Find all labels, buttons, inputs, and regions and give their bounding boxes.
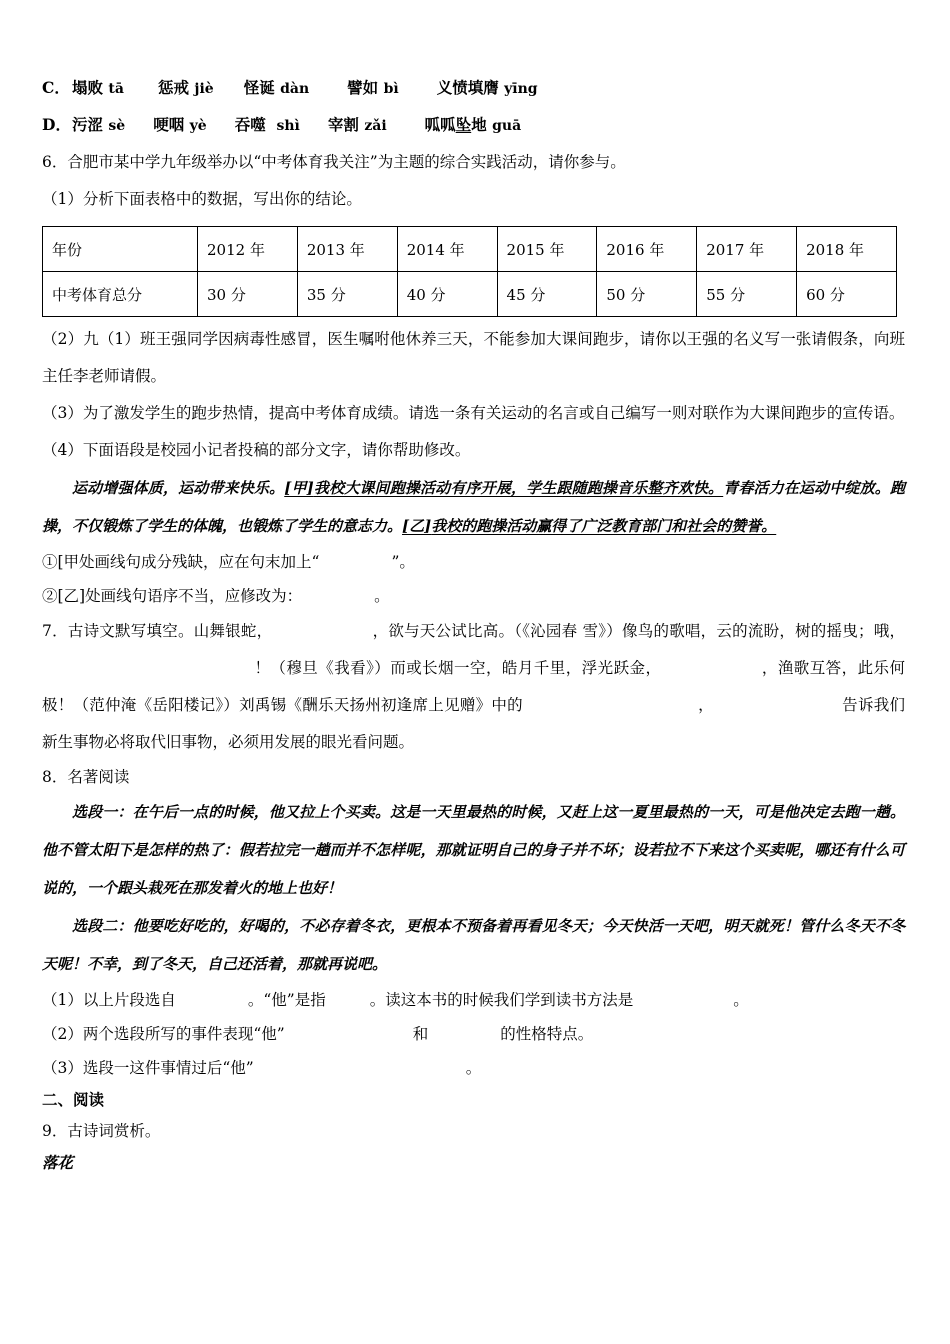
question-6-sub-2: （2）九（1）班王强同学因病毒性感冒，医生嘱咐他休养三天，不能参加大课间跑步，请你以王强的名义写一张请假条，向班主任李老师请假。	[42, 330, 905, 385]
option-d-item-1	[72, 107, 125, 144]
option-c-pinyin-1: tā	[108, 81, 124, 97]
table-cell-year-2015: 2015 年	[497, 227, 597, 272]
question-8-excerpt-2: 选段二：他要吃好吃的，好喝的，不必存着冬衣，更根本不预备着再看见冬天；今天快活一天吧，明天就死！管什么冬天不冬天呢！不幸，到了冬天，自己还活着，那就再说吧。	[42, 917, 905, 973]
option-d-pinyin-1: sè	[108, 118, 126, 134]
option-c-item-2	[158, 70, 214, 107]
table-cell-year-2018: 2018 年	[797, 227, 897, 272]
fix-1-suffix: ”。	[391, 553, 415, 571]
option-d-word-1: 污涩	[72, 115, 104, 134]
table-cell-year-2013: 2013 年	[297, 227, 397, 272]
fix-1-prefix: ①[甲处画线句成分残缺，应在句末加上“	[42, 553, 320, 571]
section-2-head: 二、阅读	[42, 1090, 105, 1109]
question-9-head: 9．古诗词赏析。	[42, 1122, 161, 1140]
table-cell-year-2014: 2014 年	[397, 227, 497, 272]
q7-text-6: ，	[697, 696, 714, 714]
table-row-scores	[43, 272, 897, 317]
question-6-passage	[42, 469, 905, 545]
table-cell-score-2013: 35 分	[297, 272, 397, 317]
question-8-sub-2	[42, 1017, 905, 1051]
option-d-word-5-post: 地	[471, 115, 487, 134]
q8-s1-b: 。“他”是指	[247, 991, 326, 1009]
q8-s2-c: 的性格特点。	[500, 1025, 594, 1043]
table-cell-score-2017: 55 分	[697, 272, 797, 317]
poem-title: 落花	[42, 1153, 74, 1172]
question-7	[42, 613, 905, 761]
table-cell-year-2017: 2017 年	[697, 227, 797, 272]
question-6-fix-1	[42, 545, 905, 579]
option-c-item-1	[72, 70, 124, 107]
option-c-item-5	[437, 70, 538, 107]
q7-text-2: ，	[372, 622, 389, 640]
option-d-pinyin-5: guā	[492, 118, 522, 134]
option-c-word-3: 怪诞	[243, 78, 275, 97]
option-d-word-4: 宰割	[327, 115, 359, 134]
q8-s1-a: （1）以上片段选自	[42, 991, 176, 1009]
question-6-sub-4: （4）下面语段是校园小记者投稿的部分文字，请你帮助修改。	[42, 441, 471, 459]
q8-s2-b: 和	[412, 1025, 429, 1043]
passage-underlined-1: 我校大课间跑操活动有序开展，学生跟随跑操音乐整齐欢快。	[313, 479, 724, 497]
question-8-sub-3	[42, 1051, 905, 1085]
option-c-item-3	[244, 70, 309, 107]
table-row-years	[43, 227, 897, 272]
question-6-sub-3: （3）为了激发学生的跑步热情，提高中考体育成绩。请选一条有关运动的名言或自己编写一则对联作为大课间跑步的宣传语。	[42, 404, 905, 422]
fix-2-prefix: ②[乙]处画线句语序不当，应修改为：	[42, 587, 303, 605]
passage-marker-yi: [乙]	[402, 517, 432, 535]
option-c-pinyin-5: yīng	[504, 81, 538, 97]
table-header-year: 年份	[43, 227, 198, 272]
option-label-c: C．	[42, 78, 70, 97]
table-cell-score-2012: 30 分	[198, 272, 298, 317]
option-d-word-2: 哽咽	[153, 115, 185, 134]
option-d-pinyin-4: zǎi	[364, 118, 387, 134]
q7-text-1: 7．古诗文默写填空。山舞银蛇，	[42, 622, 273, 640]
passage-underlined-2: 我校的跑操活动赢得了广泛教育部门和社会的赞誉。	[431, 517, 777, 535]
table-cell-score-2014: 40 分	[397, 272, 497, 317]
table-cell-score-2015: 45 分	[497, 272, 597, 317]
option-c-word-5: 义愤填膺	[436, 78, 499, 97]
option-d-item-2	[153, 107, 206, 144]
passage-part-1: 运动增强体质，运动带来快乐。	[72, 479, 285, 497]
option-c-word-1: 塌败	[72, 78, 104, 97]
option-d-item-3	[235, 107, 300, 144]
passage-marker-jia: [甲]	[284, 479, 314, 497]
question-8-head: 8．名著阅读	[42, 768, 130, 786]
option-d-pinyin-2: yè	[189, 118, 207, 134]
table-header-total-score: 中考体育总分	[43, 272, 198, 317]
option-c-pinyin-2: jiè	[194, 81, 214, 97]
option-row-d	[42, 107, 905, 144]
question-6-sub-1: （1）分析下面表格中的数据，写出你的结论。	[42, 190, 362, 208]
question-8-excerpt-1: 选段一：在午后一点的时候，他又拉上个买卖。这是一天里最热的时候，又赶上这一夏里最热的一天，可是他决定去跑一趟。他不管太阳下是怎样的热了：假若拉完一趟而并不怎样呢，那就证明自己的身子并不坏；设若拉不下来这个买卖呢，哪还有什么可说的，一个跟头栽死在那发着火的地上也好！	[42, 803, 905, 897]
option-c-item-4	[347, 70, 399, 107]
q8-s1-d: 。	[733, 991, 749, 1009]
option-d-item-5	[425, 107, 522, 144]
table-cell-year-2012: 2012 年	[198, 227, 298, 272]
passage-part-2: 青春活力在运动中绽放。跑操，不仅锻炼了学生的体魄，也锻炼了学生的意志力。	[42, 479, 905, 535]
option-row-c	[42, 70, 905, 107]
fix-2-suffix: 。	[374, 587, 390, 605]
q8-s3-b: 。	[465, 1059, 482, 1077]
q7-text-3: 欲与天公试比高。（《沁园春 雪》）像鸟的歌唱，云的流盼，树的摇曳；哦，	[388, 622, 905, 640]
option-d-word-5-underlined: 坠	[455, 115, 472, 134]
option-c-pinyin-3: dàn	[280, 81, 310, 97]
option-d-item-4	[328, 107, 387, 144]
q8-s2-a: （2）两个选段所写的事件表现“他”	[42, 1025, 285, 1043]
option-d-pinyin-3: shì	[276, 118, 300, 134]
option-c-word-4: 譬如	[347, 78, 379, 97]
table-cell-score-2016: 50 分	[597, 272, 697, 317]
q7-text-4: ！（穆旦《我看》）而或长烟一空，皓月千里，浮光跃金，	[254, 659, 662, 677]
question-6-fix-2	[42, 579, 905, 613]
q8-s3-a: （3）选段一这件事情过后“他”	[42, 1059, 254, 1077]
q7-text-5: ，渔歌互答，此乐何极！（范仲淹《岳阳楼记》）刘禹锡《酬乐天扬州初逢席上见赠》中的	[42, 659, 905, 714]
option-d-word-3: 吞噬	[234, 115, 266, 134]
q8-s1-c: 。读这本书的时候我们学到读书方法是	[369, 991, 634, 1009]
option-label-d: D．	[42, 115, 71, 134]
option-c-word-2: 惩戒	[157, 78, 189, 97]
table-cell-score-2018: 60 分	[797, 272, 897, 317]
option-d-word-5-pre: 呱呱	[424, 115, 456, 134]
q7-text-7: 告诉我们新生事物必将取代旧事物，必须用发展的眼光看问题。	[42, 696, 905, 751]
scores-table	[42, 226, 897, 317]
question-6-stem: 6．合肥市某中学九年级举办以“中考体育我关注”为主题的综合实践活动，请你参与。	[42, 153, 626, 171]
option-c-pinyin-4: bì	[383, 81, 399, 97]
table-cell-year-2016: 2016 年	[597, 227, 697, 272]
question-8-sub-1	[42, 983, 905, 1017]
